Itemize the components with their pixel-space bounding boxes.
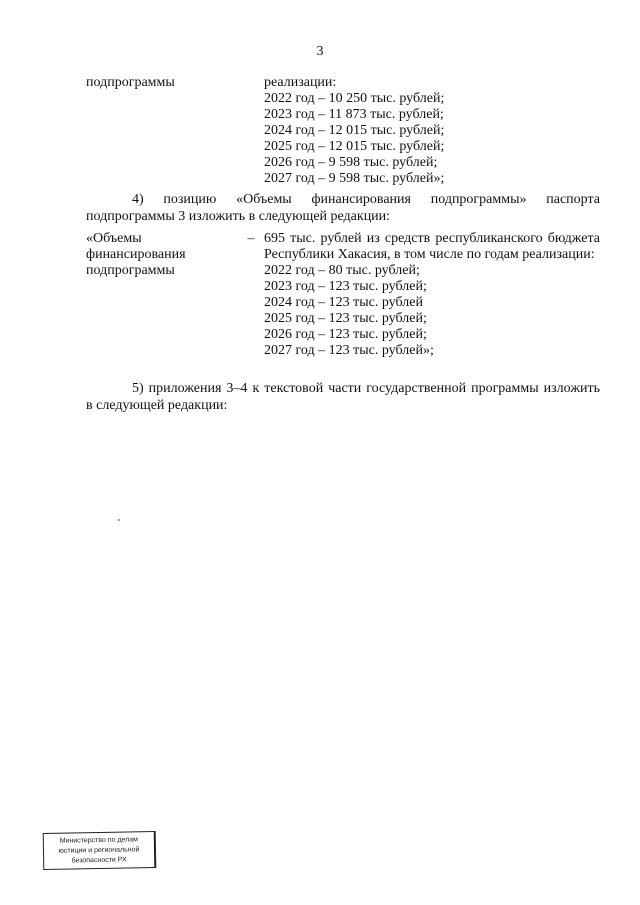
- table-label: [86, 75, 238, 187]
- table-value: [264, 75, 600, 187]
- table-dash: [238, 75, 264, 187]
- value-line: 2027 год – 9 598 тыс. рублей»;: [264, 171, 445, 186]
- funding-table: [86, 231, 600, 359]
- label-line: подпрограммы: [86, 75, 175, 90]
- value-line: реализации:: [264, 75, 337, 90]
- value-line: 2023 год – 11 873 тыс. рублей;: [264, 107, 444, 122]
- value-line: Республики Хакасия, в том числе по годам реализации:: [264, 247, 595, 262]
- value-line: 2024 год – 12 015 тыс. рублей;: [264, 123, 445, 138]
- table-row: [86, 75, 600, 187]
- paragraph-line: подпрограммы 3 изложить в следующей редакции:: [86, 209, 391, 224]
- value-line: 695 тыс. рублей из средств республиканского бюджета: [264, 231, 600, 246]
- paragraph-line: в следующей редакции:: [86, 398, 228, 413]
- stamp-line: безопасности РХ: [71, 856, 127, 865]
- table-row: [86, 231, 600, 359]
- value-line: 2023 год – 123 тыс. рублей;: [264, 279, 427, 294]
- paragraph-4: [86, 191, 600, 225]
- value-line: 2025 год – 12 015 тыс. рублей;: [264, 139, 445, 154]
- value-line: 2026 год – 123 тыс. рублей;: [264, 327, 427, 342]
- table-label: [86, 231, 238, 359]
- value-line: 2022 год – 10 250 тыс. рублей;: [264, 91, 445, 106]
- value-line: 2024 год – 123 тыс. рублей: [264, 295, 423, 310]
- label-line: финансирования: [86, 247, 186, 262]
- table-value: [264, 231, 600, 359]
- paragraph-line: 5) приложения 3–4 к текстовой части государственной программы изложить: [132, 381, 600, 396]
- funding-table-continued: [86, 75, 600, 187]
- page-number: 3: [316, 44, 324, 59]
- value-line: 2026 год – 9 598 тыс. рублей;: [264, 155, 438, 170]
- paragraph-5: [86, 380, 600, 414]
- paragraph-line: 4) позицию «Объемы финансирования подпрограммы» паспорта: [132, 192, 600, 207]
- label-line: «Объемы: [86, 231, 142, 246]
- stamp-line: Министерство по делам: [59, 836, 139, 845]
- value-line: 2025 год – 123 тыс. рублей;: [264, 311, 427, 326]
- value-line: 2027 год – 123 тыс. рублей»;: [264, 343, 434, 358]
- label-line: подпрограммы: [86, 263, 175, 278]
- value-line: 2022 год – 80 тыс. рублей;: [264, 263, 420, 278]
- table-dash: –: [247, 231, 255, 246]
- ministry-stamp: [43, 831, 157, 870]
- scan-speck: [118, 519, 120, 521]
- stamp-line: юстиции и региональной: [58, 846, 140, 855]
